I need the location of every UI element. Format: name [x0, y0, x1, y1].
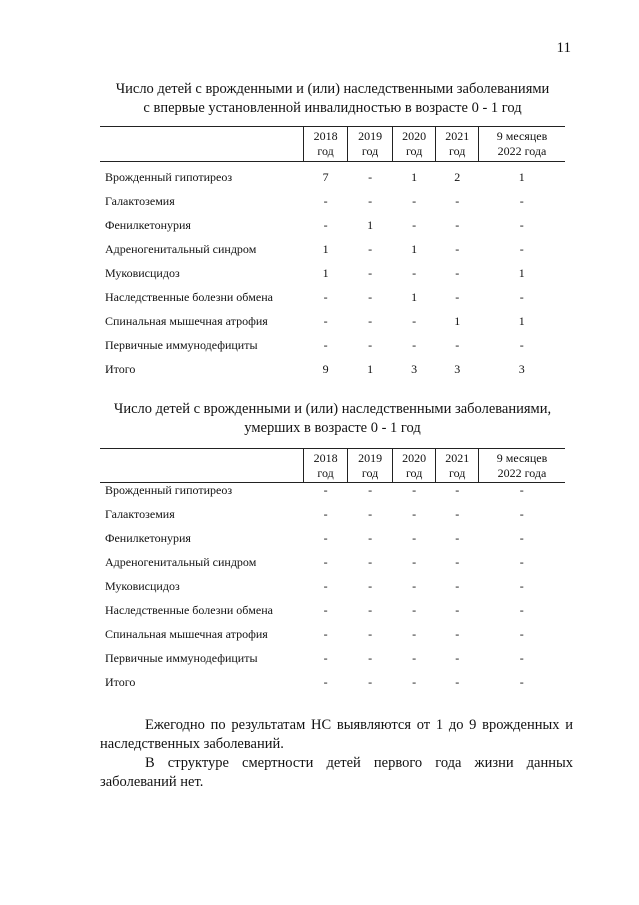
table1-cell: - [519, 218, 524, 232]
table2-cell: - [412, 483, 417, 497]
table2-cell: - [519, 675, 524, 689]
table2-cell: - [412, 555, 417, 569]
table1-header-unit: год [317, 144, 334, 158]
table2-cell: - [519, 555, 524, 569]
table1-header-year: 9 месяцев [496, 129, 548, 143]
table1-header-year: 2021 [445, 129, 470, 143]
table1-cell: 9 [322, 362, 329, 376]
table2-header-year: 2020 [402, 450, 427, 465]
table2-row-label: Муковисцидоз [105, 579, 180, 593]
table1-header-cell [392, 127, 436, 162]
table1-cell: - [455, 242, 460, 256]
table1-cell: 1 [367, 362, 374, 376]
table1-cell: 7 [322, 170, 329, 184]
table1-cell: - [323, 194, 328, 208]
table1-header-unit: год [361, 144, 379, 158]
table1-cell: - [368, 194, 373, 208]
table2-header-year: 2018 [313, 450, 338, 465]
table2-cell: - [455, 507, 460, 521]
table2-body [100, 483, 565, 700]
table2-cell: - [519, 531, 524, 545]
table1 [100, 126, 565, 386]
table1-row-label: Адреногенитальный синдром [105, 242, 257, 256]
table2-header-cell [348, 449, 393, 483]
table2 [100, 448, 565, 699]
table2-row-label: Адреногенитальный синдром [105, 555, 257, 569]
table2-row-label: Галактоземия [105, 507, 175, 521]
table1-cell: - [368, 338, 373, 352]
table1-cell: - [368, 314, 373, 328]
table2-cell: - [412, 651, 417, 665]
table2-row [100, 507, 565, 531]
table1-cell: 3 [454, 362, 461, 376]
table1-cell: - [519, 194, 524, 208]
table1-row-label: Фенилкетонурия [105, 218, 191, 232]
table2-cell: - [455, 531, 460, 545]
table1-cell: - [412, 338, 417, 352]
table1-row-label: Спинальная мышечная атрофия [105, 314, 268, 328]
table2-cell: - [323, 555, 328, 569]
table2-cell: - [519, 603, 524, 617]
table2-cell: - [368, 531, 373, 545]
paragraph: В структуре смертности детей первого года жизни данных заболеваний нет. [100, 755, 573, 790]
table2-row [100, 555, 565, 579]
table2-row [100, 651, 565, 675]
table2-row [100, 531, 565, 555]
table1-cell: 3 [518, 362, 525, 376]
table2-row-label: Спинальная мышечная атрофия [105, 627, 268, 641]
table2-cell: - [323, 507, 328, 521]
table2-header-unit: 2022 года [497, 465, 547, 480]
table1-cell: - [519, 242, 524, 256]
table1-cell: - [455, 218, 460, 232]
table2-cell: - [368, 651, 373, 665]
table1-header-cell [303, 127, 348, 162]
table2-cell: - [455, 483, 460, 497]
table1-cell: - [519, 338, 524, 352]
table1-cell: 1 [411, 170, 418, 184]
table2-cell: - [323, 651, 328, 665]
table2-row [100, 579, 565, 603]
table1-cell: - [323, 338, 328, 352]
table2-cell: - [323, 579, 328, 593]
table2-header-unit: год [317, 465, 334, 480]
table2-row-label: Наследственные болезни обмена [105, 603, 273, 617]
table2-cell: - [455, 555, 460, 569]
table1-row [100, 290, 565, 314]
table2-cell: - [519, 651, 524, 665]
table1-row [100, 362, 565, 386]
table1-cell: 1 [322, 266, 329, 280]
table1-row [100, 162, 565, 195]
table2-row [100, 603, 565, 627]
table2-cell: - [368, 555, 373, 569]
table1-cell: 1 [411, 290, 418, 304]
table2-header-blank [100, 449, 303, 483]
table1-header-unit: год [449, 144, 466, 158]
table1-cell: - [519, 290, 524, 304]
table2-row [100, 627, 565, 651]
table2-cell: - [455, 651, 460, 665]
table1-cell: - [368, 290, 373, 304]
table2-cell: - [412, 507, 417, 521]
table1-row-label: Галактоземия [105, 194, 175, 208]
table2-header-cell [392, 449, 436, 483]
table2-row-label: Врожденный гипотиреоз [105, 483, 233, 497]
table2-header-cell [436, 449, 479, 483]
table2-cell: - [323, 531, 328, 545]
table1-cell: 1 [518, 266, 525, 280]
table1-cell: - [455, 338, 460, 352]
table1-header-year: 2018 [313, 129, 338, 143]
table1-header-blank [100, 127, 303, 162]
table2-cell: - [368, 483, 373, 497]
table1-row [100, 266, 565, 290]
table2-cell: - [519, 507, 524, 521]
table1-title-line: с впервые установленной инвалидностью в возрасте 0 - 1 год [143, 100, 522, 116]
table2-row-label: Фенилкетонурия [105, 531, 191, 545]
table1-cell: 1 [518, 314, 525, 328]
table2-cell: - [323, 603, 328, 617]
table1-header-cell [436, 127, 479, 162]
table2-row-label: Первичные иммунодефициты [105, 651, 258, 665]
table1-cell: 1 [322, 242, 329, 256]
table2-cell: - [412, 531, 417, 545]
table2-cell: - [368, 603, 373, 617]
table1-header-year: 2020 [402, 129, 427, 143]
table2-cell: - [368, 675, 373, 689]
paragraph: Ежегодно по результатам НС выявляются от 1 до 9 врожденных и наследственных заболеваний. [100, 717, 573, 752]
table1-row [100, 218, 565, 242]
table2-row [100, 483, 565, 508]
table1-row [100, 242, 565, 266]
table2-header-unit: год [361, 465, 379, 480]
table1-cell: 2 [454, 170, 461, 184]
table2-cell: - [455, 603, 460, 617]
table2-header-year: 9 месяцев [496, 450, 548, 465]
table1-cell: - [412, 266, 417, 280]
table1-header-unit: 2022 года [497, 144, 547, 158]
table1-cell: 1 [411, 242, 418, 256]
table2-row-label: Итого [105, 675, 136, 689]
table1-cell: - [323, 314, 328, 328]
table1-row [100, 338, 565, 362]
table1-header-cell [348, 127, 393, 162]
table1-header-cell [479, 127, 566, 162]
table2-header-unit: год [449, 465, 466, 480]
table1-title [100, 80, 565, 118]
table2-cell: - [519, 483, 524, 497]
table2-cell: - [412, 603, 417, 617]
table2-header-year: 2021 [445, 450, 470, 465]
table1-cell: - [368, 266, 373, 280]
table1-body [100, 162, 565, 387]
table2-title-line: умерших в возрасте 0 - 1 год [244, 420, 421, 436]
table1-cell: - [368, 170, 373, 184]
table2-header-unit: год [405, 465, 423, 480]
table1-row [100, 314, 565, 338]
table1-cell: - [455, 266, 460, 280]
table2-title-line: Число детей с врожденными и (или) наследственными заболеваниями, [113, 401, 552, 417]
table1-cell: 1 [518, 170, 525, 184]
table1-cell: - [412, 314, 417, 328]
table2-cell: - [368, 579, 373, 593]
table2-cell: - [323, 483, 328, 497]
page-number: 11 [556, 40, 571, 56]
table2-row [100, 675, 565, 699]
table1-cell: 1 [454, 314, 461, 328]
table1-cell: - [455, 194, 460, 208]
table2-cell: - [455, 627, 460, 641]
table1-cell: 3 [411, 362, 418, 376]
table1-row-label: Наследственные болезни обмена [105, 290, 273, 304]
table1-cell: - [455, 290, 460, 304]
table2-cell: - [412, 627, 417, 641]
table2-title [100, 400, 565, 438]
table1-header-year: 2019 [358, 129, 383, 143]
table1-header-unit: год [405, 144, 423, 158]
table2-cell: - [412, 675, 417, 689]
table1-cell: - [368, 242, 373, 256]
table2-cell: - [368, 627, 373, 641]
table1-cell: - [323, 218, 328, 232]
table1-cell: - [412, 194, 417, 208]
table2-header-year: 2019 [358, 450, 383, 465]
table2-cell: - [455, 579, 460, 593]
table2-cell: - [519, 627, 524, 641]
table2-cell: - [455, 675, 460, 689]
table1-row-label: Итого [105, 362, 136, 376]
table2-cell: - [323, 627, 328, 641]
table2-cell: - [323, 675, 328, 689]
table1-title-line: Число детей с врожденными и (или) наследственными заболеваниями [115, 81, 550, 97]
table1-row-label: Муковисцидоз [105, 266, 180, 280]
table1-row-label: Врожденный гипотиреоз [105, 170, 233, 184]
table2-header-cell [479, 449, 566, 483]
table1-cell: 1 [367, 218, 374, 232]
table2-header-cell [303, 449, 348, 483]
table1-cell: - [323, 290, 328, 304]
table1-row-label: Первичные иммунодефициты [105, 338, 258, 352]
table1-cell: - [412, 218, 417, 232]
table2-cell: - [412, 579, 417, 593]
table1-row [100, 194, 565, 218]
table2-cell: - [368, 507, 373, 521]
table2-cell: - [519, 579, 524, 593]
table1-header-row [100, 127, 565, 162]
table2-header-row [100, 449, 565, 483]
